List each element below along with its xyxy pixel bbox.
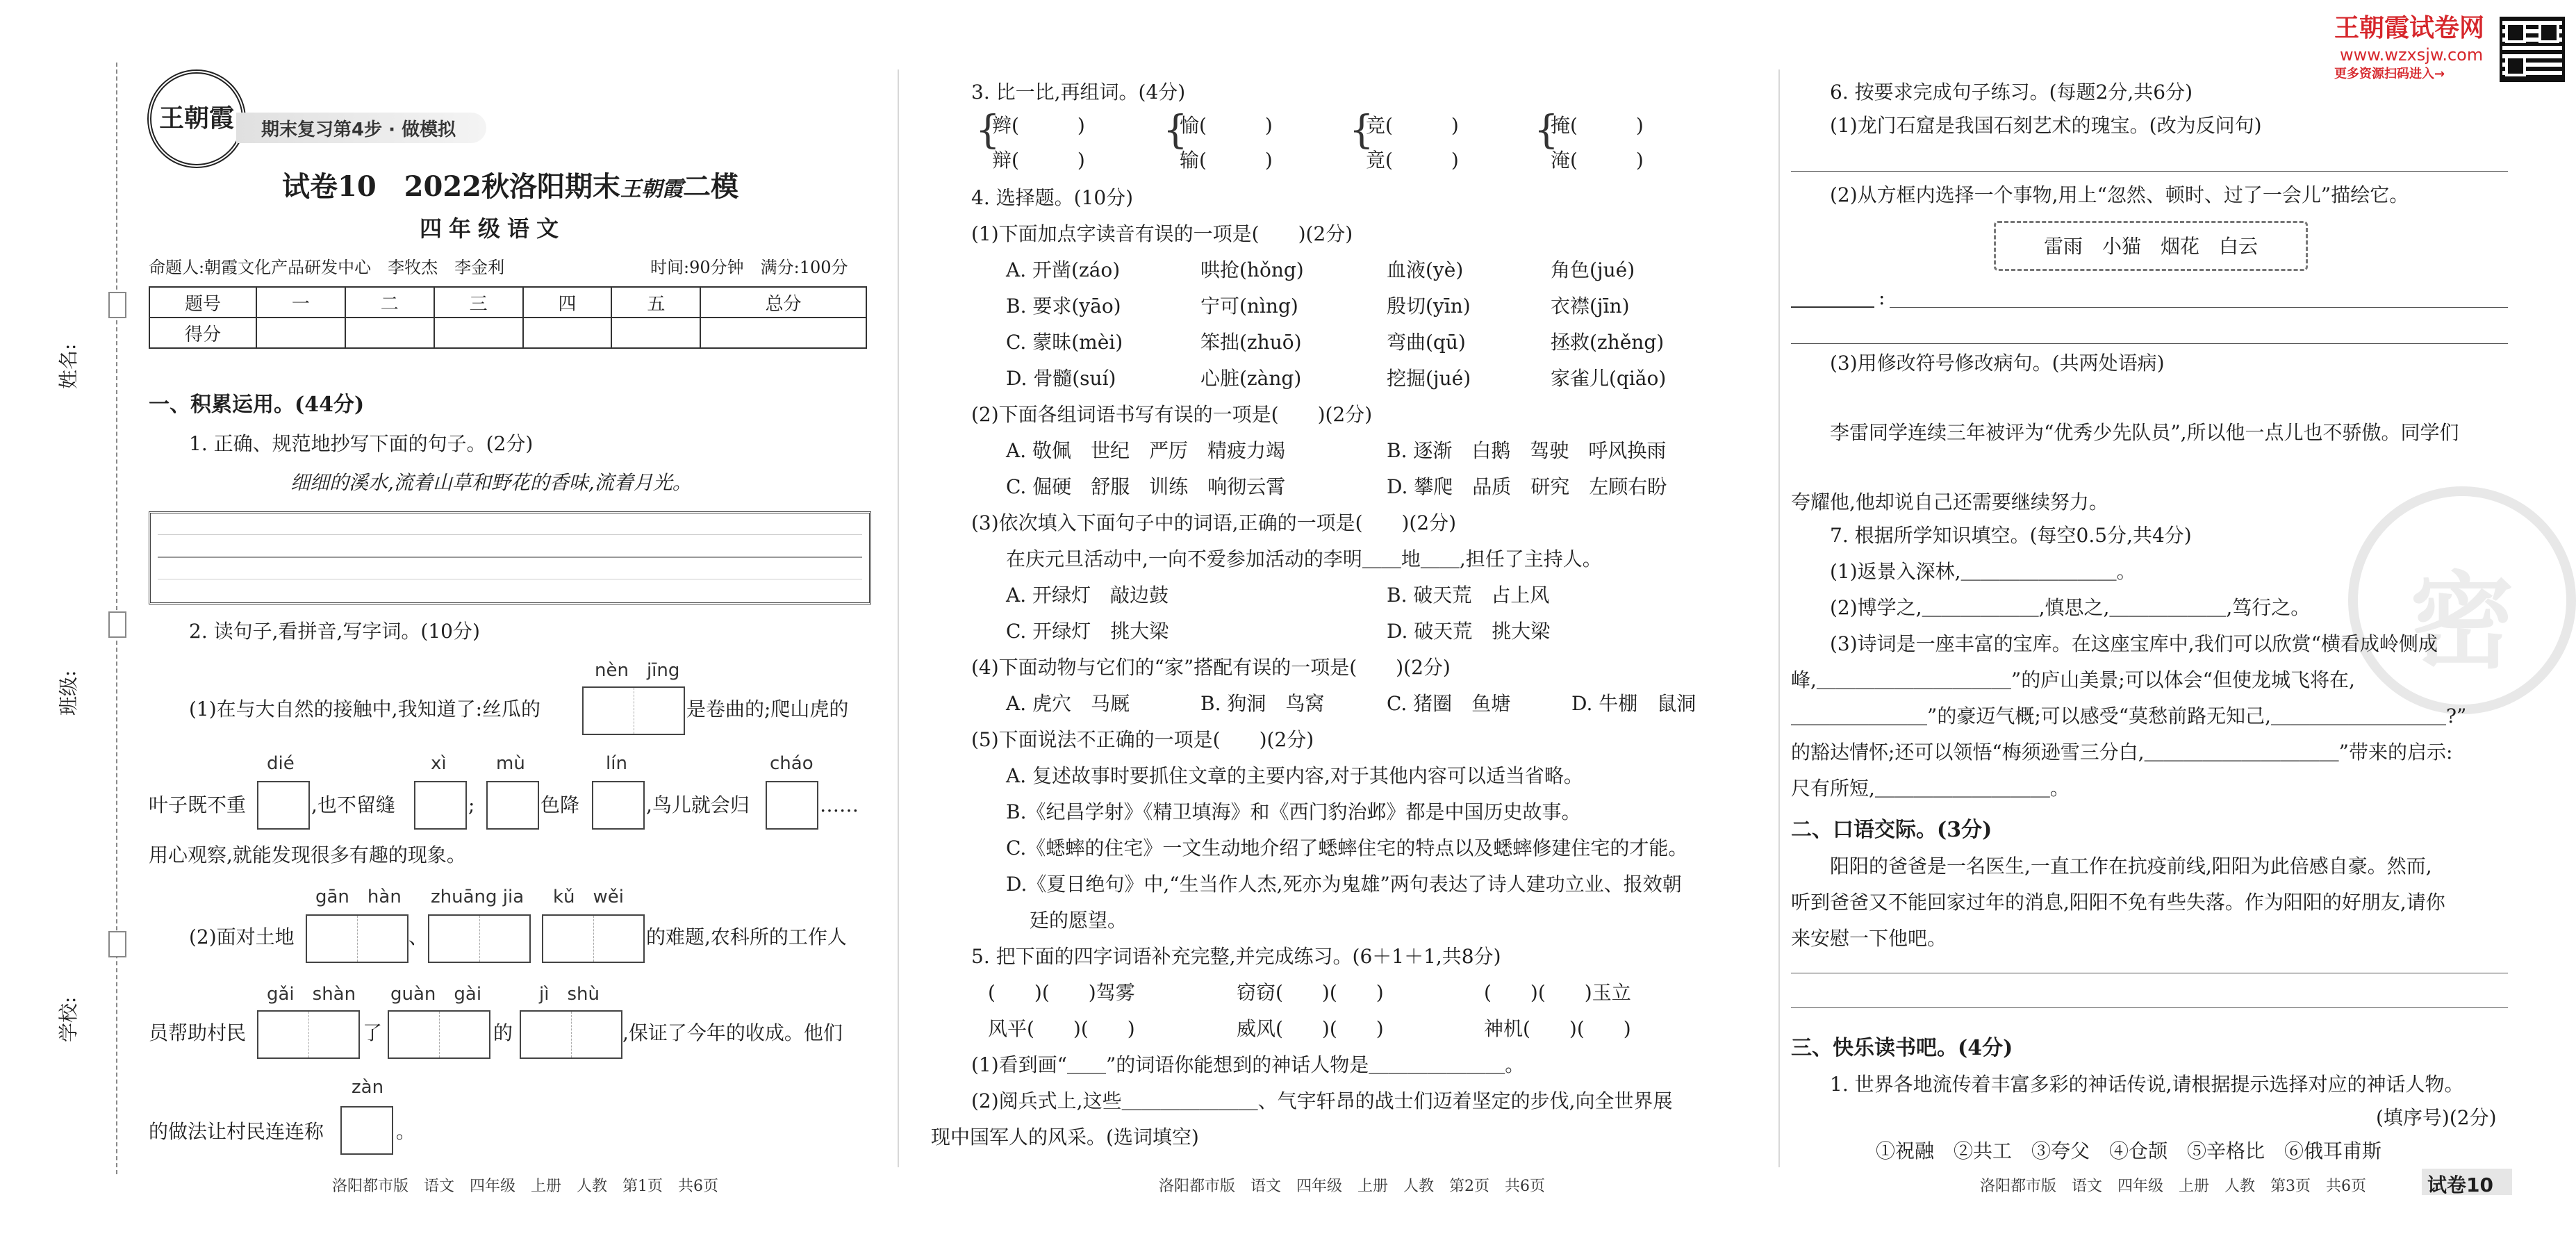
q2-line6-pre: 的做法让村民连连称 [149, 1120, 324, 1143]
pinyin-ganhan: gān hàn [315, 887, 402, 907]
q4-1-opt: D. 骨髓(suí) [1006, 367, 1116, 390]
q4-4-opt: C. 猪圈 鱼塘 [1387, 692, 1511, 715]
score-header-cell: 题号 [149, 287, 256, 318]
q4-1-opt: 弯曲(qū) [1387, 331, 1466, 354]
q2-line5-mid2: 的 [493, 1021, 513, 1044]
score-header-cell: 五 [611, 287, 700, 318]
pinyin-jishu: jì shù [539, 984, 600, 1005]
q5-idiom: 神机( )( ) [1484, 1017, 1631, 1040]
pinyin-nenjing: nèn jīng [595, 660, 680, 681]
brand-logo [147, 69, 246, 168]
score-cell[interactable] [345, 318, 434, 348]
answer-line[interactable] [1791, 343, 2508, 344]
pinyin-kuwei: kǔ wěi [553, 887, 625, 907]
pinyin-die: dié [267, 753, 295, 774]
q4-2-prompt: (2)下面各组词语书写有误的一项是( )(2分) [971, 403, 1373, 426]
exam-authors: 命题人:朝霞文化产品研发中心 李牧杰 李金利 [149, 258, 505, 277]
paper-tag-text: 试卷10 [2427, 1174, 2493, 1196]
q6-2: (2)从方框内选择一个事物,用上“忽然、顿时、过了一会儿”描绘它。 [1830, 183, 2409, 206]
section-2-heading: 二、口语交际。(3分) [1791, 818, 1992, 842]
answer-line[interactable] [1791, 171, 2508, 172]
pinyin-chao: cháo [770, 753, 814, 774]
answer-line-short[interactable] [1791, 306, 1874, 308]
q4-1-opt: 拯救(zhěng) [1551, 331, 1665, 354]
score-header-cell: 二 [345, 287, 434, 318]
q2-line1-post: 是卷曲的;爬山虎的 [686, 698, 849, 721]
brace: { [975, 108, 1000, 153]
word-choice-text: 雷雨 小猫 烟花 白云 [2043, 235, 2258, 258]
colon: : [1879, 286, 1885, 309]
q4-4-opt: D. 牛棚 鼠洞 [1571, 692, 1696, 715]
answer-box-nenjing[interactable] [582, 686, 685, 735]
label-school: 学校: [57, 996, 80, 1042]
q2-line5-post: ,保证了今年的收成。他们 [622, 1021, 843, 1044]
page-divider-2 [1778, 69, 1780, 1167]
q2-line6-post: 。 [396, 1120, 416, 1143]
answer-box-zan[interactable] [340, 1106, 393, 1155]
q4-1-opt: 心脏(zàng) [1200, 367, 1302, 390]
q1-prompt: 1. 正确、规范地抄写下面的句子。(2分) [189, 432, 534, 455]
q7-3-line2: 峰,＿＿＿＿＿＿＿＿＿＿”的庐山美景;可以体会“但使龙城飞将在, [1791, 668, 2355, 691]
q4-3-opt: D. 破天荒 挑大梁 [1387, 620, 1551, 643]
q4-1-opt: 血液(yè) [1387, 258, 1464, 281]
score-cell[interactable] [700, 318, 866, 348]
logo-text: 王朝霞 [158, 104, 234, 133]
score-cell[interactable] [611, 318, 700, 348]
q4-1-opt: 殷切(yīn) [1387, 295, 1471, 318]
writing-guide [158, 557, 862, 558]
brand-site-url: www.wzxsjw.com [2340, 45, 2484, 65]
q2-line4-mid: 、 [408, 925, 429, 948]
q3-prompt: 3. 比一比,再组词。(4分) [971, 81, 1186, 104]
step-banner-text: 期末复习第4步 · 做模拟 [261, 120, 456, 140]
answer-line[interactable] [1791, 1007, 2508, 1008]
q2-line5-pre: 员帮助村民 [149, 1021, 247, 1044]
q7-3-line4: 的豁达情怀;还可以领悟“梅须逊雪三分白,＿＿＿＿＿＿＿＿＿＿”带来的启示: [1791, 741, 2453, 764]
q3-word: 辩( ) [992, 149, 1085, 172]
q3-word: 输( ) [1180, 149, 1273, 172]
page-1-footer: 洛阳都市版 语文 四年级 上册 人教 第1页 共6页 [332, 1178, 718, 1195]
q4-1-opt: 宁可(nìng) [1200, 295, 1298, 318]
q4-1-prompt: (1)下面加点字读音有误的一项是( )(2分) [971, 222, 1353, 245]
brand-scan-hint: 更多资源扫码进入→ [2334, 67, 2445, 81]
binding-mark-2 [108, 611, 126, 638]
q6-3: (3)用修改符号修改病句。(共两处语病) [1830, 352, 2165, 374]
label-class: 班级: [57, 670, 80, 716]
answer-box-gaishan[interactable] [257, 1010, 360, 1059]
answer-box-zhuangjia[interactable] [428, 914, 531, 963]
q2-line2-c: ; [468, 793, 475, 816]
q7-1: (1)返景入深林,＿＿＿＿＿＿＿＿。 [1830, 560, 2136, 583]
score-table-row [149, 318, 866, 348]
q7-3-line3: ＿＿＿＿＿＿＿”的豪迈气概;可以感受“莫愁前路无知己,＿＿＿＿＿＿＿＿＿?” [1791, 705, 2467, 727]
q4-2-opt: C. 倔硬 舒服 训练 响彻云霄 [1006, 475, 1286, 498]
step-banner [236, 113, 486, 143]
answer-box-jishu[interactable] [520, 1010, 622, 1059]
q5-idiom: 风平( )( ) [988, 1017, 1135, 1040]
copy-writing-box[interactable] [149, 511, 871, 604]
q3-word: 竟( ) [1366, 149, 1459, 172]
answer-box-guangai[interactable] [388, 1010, 490, 1059]
q2-line4-pre: (2)面对土地 [189, 925, 295, 948]
q7-3-line1: (3)诗词是一座丰富的宝库。在这座宝库中,我们可以欣赏“横看成岭侧成 [1830, 632, 2438, 655]
pinyin-mu: mù [496, 753, 525, 774]
q4-5-opt-d-cont: 廷的愿望。 [1030, 909, 1128, 932]
q4-1-opt: B. 要求(yāo) [1006, 295, 1121, 318]
sec3-q1-tail: (填序号)(2分) [2376, 1106, 2497, 1129]
q4-1-opt: 衣襟(jīn) [1551, 295, 1630, 318]
answer-box-die[interactable] [257, 781, 310, 830]
answer-box-chao[interactable] [766, 781, 818, 830]
score-cell[interactable] [256, 318, 345, 348]
q5-2-line1: (2)阅兵式上,这些＿＿＿＿＿＿＿、气宇轩昂的战士们迈着坚定的步伐,向全世界展 [971, 1089, 1673, 1112]
q4-3-sentence: 在庆元旦活动中,一向不爱参加活动的李明＿＿地＿＿,担任了主持人。 [1006, 548, 1602, 570]
q7-3-line5: 尺有所短,＿＿＿＿＿＿＿＿＿。 [1791, 777, 2070, 800]
q4-1-opt: 角色(jué) [1551, 258, 1635, 281]
exam-time-score: 时间:90分钟 满分:100分 [650, 258, 848, 277]
q2-line2-d: 色降 [540, 793, 580, 816]
pinyin-zan: zàn [352, 1077, 384, 1098]
q4-3-opt: C. 开绿灯 挑大梁 [1006, 620, 1169, 643]
pinyin-xi: xì [431, 753, 447, 774]
sec2-text-2: 听到爸爸又不能回家过年的消息,阳阳不免有些失落。作为阳阳的好朋友,请你 [1791, 891, 2445, 914]
score-row-label: 得分 [149, 318, 256, 348]
q5-idiom: 窃窃( )( ) [1237, 981, 1384, 1004]
q3-word: 竞( ) [1366, 114, 1459, 137]
q4-1-opt: 挖掘(jué) [1387, 367, 1471, 390]
page-3-footer: 洛阳都市版 语文 四年级 上册 人教 第3页 共6页 [1980, 1178, 2366, 1195]
score-header-cell: 一 [256, 287, 345, 318]
answer-box-ganhan[interactable] [306, 914, 408, 963]
answer-box-lin[interactable] [592, 781, 645, 830]
brace: { [1349, 108, 1374, 153]
q4-5-opt-a: A. 复述故事时要抓住文章的主要内容,对于其他内容可以适当省略。 [1006, 764, 1583, 787]
score-cell[interactable] [434, 318, 523, 348]
section-3-heading: 三、快乐读书吧。(4分) [1791, 1036, 2013, 1060]
q2-line1-pre: (1)在与大自然的接触中,我知道了:丝瓜的 [189, 698, 540, 721]
q4-4-prompt: (4)下面动物与它们的“家”搭配有误的一项是( )(2分) [971, 656, 1451, 679]
score-header-cell: 三 [434, 287, 523, 318]
brace: { [1163, 108, 1188, 153]
paper-tag [2422, 1169, 2512, 1195]
brace: { [1534, 108, 1559, 153]
q7-2: (2)博学之,＿＿＿＿＿＿,慎思之,＿＿＿＿＿＿,笃行之。 [1830, 596, 2311, 619]
q2-line2-b: ,也不留缝 [311, 793, 395, 816]
exam-title-main: 试卷10 2022秋洛阳期末 [282, 170, 620, 203]
q6-3-text-2: 夸耀他,他却说自己还需要继续努力。 [1791, 491, 2108, 513]
q7-prompt: 7. 根据所学知识填空。(每空0.5分,共4分) [1830, 524, 2192, 547]
score-table-header [149, 287, 866, 318]
qr-code-icon[interactable] [2500, 17, 2565, 82]
q4-5-opt-c: C.《蟋蟀的住宅》一文生动地介绍了蟋蟀住宅的特点以及蟋蟀修建住宅的才能。 [1006, 837, 1688, 859]
pinyin-lin: lín [606, 753, 627, 774]
page-divider-1 [898, 69, 899, 1167]
exam-title-brand: 王朝霞 [620, 177, 683, 201]
q2-line5-mid1: 了 [363, 1021, 383, 1044]
q3-word: 淹( ) [1551, 149, 1644, 172]
q2-line2-f: …… [820, 793, 859, 816]
sec2-text-1: 阳阳的爸爸是一名医生,一直工作在抗疫前线,阳阳为此倍感自豪。然而, [1830, 855, 2432, 878]
score-header-cell: 总分 [700, 287, 866, 318]
q2-line2-e: ,鸟儿就会归 [646, 793, 750, 816]
pinyin-guangai: guàn gài [390, 984, 482, 1005]
q3-word: 辫( ) [992, 114, 1085, 137]
q5-idiom: 威风( )( ) [1237, 1017, 1384, 1040]
q6-1: (1)龙门石窟是我国石刻艺术的瑰宝。(改为反问句) [1830, 114, 2262, 137]
q2-prompt: 2. 读句子,看拼音,写字词。(10分) [189, 620, 480, 643]
q2-line4-post: 的难题,农科所的工作人 [646, 925, 847, 948]
q4-4-opt: A. 虎穴 马厩 [1006, 692, 1130, 715]
answer-box-xi[interactable] [414, 781, 467, 830]
page-2-footer: 洛阳都市版 语文 四年级 上册 人教 第2页 共6页 [1159, 1178, 1545, 1195]
exam-subtitle: 四年级语文 [420, 215, 566, 242]
q4-5-opt-d: D.《夏日绝句》中,“生当作人杰,死亦为鬼雄”两句表达了诗人建功立业、报效朝 [1006, 873, 1682, 896]
section-1-heading: 一、积累运用。(44分) [149, 393, 365, 417]
writing-guide [158, 534, 862, 535]
q4-3-opt: B. 破天荒 占上风 [1387, 584, 1550, 607]
q5-prompt: 5. 把下面的四字词语补充完整,并完成练习。(6＋1＋1,共8分) [971, 945, 1501, 968]
brand-site-name: 王朝霞试卷网 [2334, 14, 2485, 42]
watermark-seal [2348, 486, 2576, 714]
q4-3-prompt: (3)依次填入下面句子中的词语,正确的一项是( )(2分) [971, 511, 1457, 534]
q4-1-opt: 家雀儿(qiǎo) [1551, 367, 1667, 390]
q5-idiom: ( )( )驾雾 [988, 981, 1135, 1004]
q5-idiom: ( )( )玉立 [1484, 981, 1631, 1004]
q4-1-opt: 哄抢(hǒng) [1200, 258, 1304, 281]
q4-2-opt: D. 攀爬 品质 研究 左顾右盼 [1387, 475, 1667, 498]
binding-mark-1 [108, 292, 126, 318]
q4-5-opt-b: B.《纪昌学射》《精卫填海》和《西门豹治邺》都是中国历史故事。 [1006, 800, 1581, 823]
q2-line2-a: 叶子既不重 [149, 793, 247, 816]
answer-box-kuwei[interactable] [542, 914, 645, 963]
q6-3-text-1: 李雷同学连续三年被评为“优秀少先队员”,所以他一点儿也不骄傲。同学们 [1830, 421, 2459, 444]
q4-1-opt: C. 蒙昧(mèi) [1006, 331, 1123, 354]
q5-2-line2: 现中国军人的风采。(选词填空) [931, 1126, 1199, 1149]
answer-box-mu[interactable] [486, 781, 539, 830]
label-name: 姓名: [57, 343, 80, 389]
q6-prompt: 6. 按要求完成句子练习。(每题2分,共6分) [1830, 81, 2193, 104]
q1-sentence: 细细的溪水,流着山草和野花的香味,流着月光。 [290, 471, 692, 494]
sec3-q1: 1. 世界各地流传着丰富多彩的神话传说,请根据提示选择对应的神话人物。 [1830, 1073, 2464, 1096]
q4-prompt: 4. 选择题。(10分) [971, 186, 1134, 209]
sec3-options: ①祝融 ②共工 ③夸父 ④仓颉 ⑤辛格比 ⑥俄耳甫斯 [1876, 1139, 2382, 1162]
score-header-cell: 四 [523, 287, 612, 318]
q4-5-prompt: (5)下面说法不正确的一项是( )(2分) [971, 728, 1314, 751]
pinyin-gaishan: gǎi shàn [267, 984, 356, 1005]
q4-4-opt: B. 狗洞 鸟窝 [1200, 692, 1325, 715]
q3-word: 掩( ) [1551, 114, 1644, 137]
q4-3-opt: A. 开绿灯 敲边鼓 [1006, 584, 1169, 607]
q2-line3: 用心观察,就能发现很多有趣的现象。 [149, 843, 466, 866]
sec2-text-3: 来安慰一下他吧。 [1791, 927, 1947, 950]
q3-word: 愉( ) [1180, 114, 1273, 137]
q4-1-opt: 笨拙(zhuō) [1200, 331, 1302, 354]
q4-1-opt: A. 开凿(záo) [1006, 258, 1121, 281]
pinyin-zhuangjia: zhuāng jia [431, 887, 525, 907]
score-table [149, 286, 867, 349]
binding-mark-3 [108, 931, 126, 957]
answer-line[interactable] [1890, 307, 2508, 308]
watermark-text: 密 [2409, 561, 2514, 683]
q5-1: (1)看到画“＿＿”的词语你能想到的神话人物是＿＿＿＿＿＿＿。 [971, 1053, 1525, 1076]
exam-title-suffix: 二模 [683, 170, 738, 203]
q4-2-opt: A. 敬佩 世纪 严厉 精疲力竭 [1006, 439, 1286, 462]
exam-title [282, 170, 738, 203]
score-cell[interactable] [523, 318, 612, 348]
word-choice-box [1994, 221, 2308, 271]
q4-2-opt: B. 逐渐 白鹅 驾驶 呼风换雨 [1387, 439, 1667, 462]
